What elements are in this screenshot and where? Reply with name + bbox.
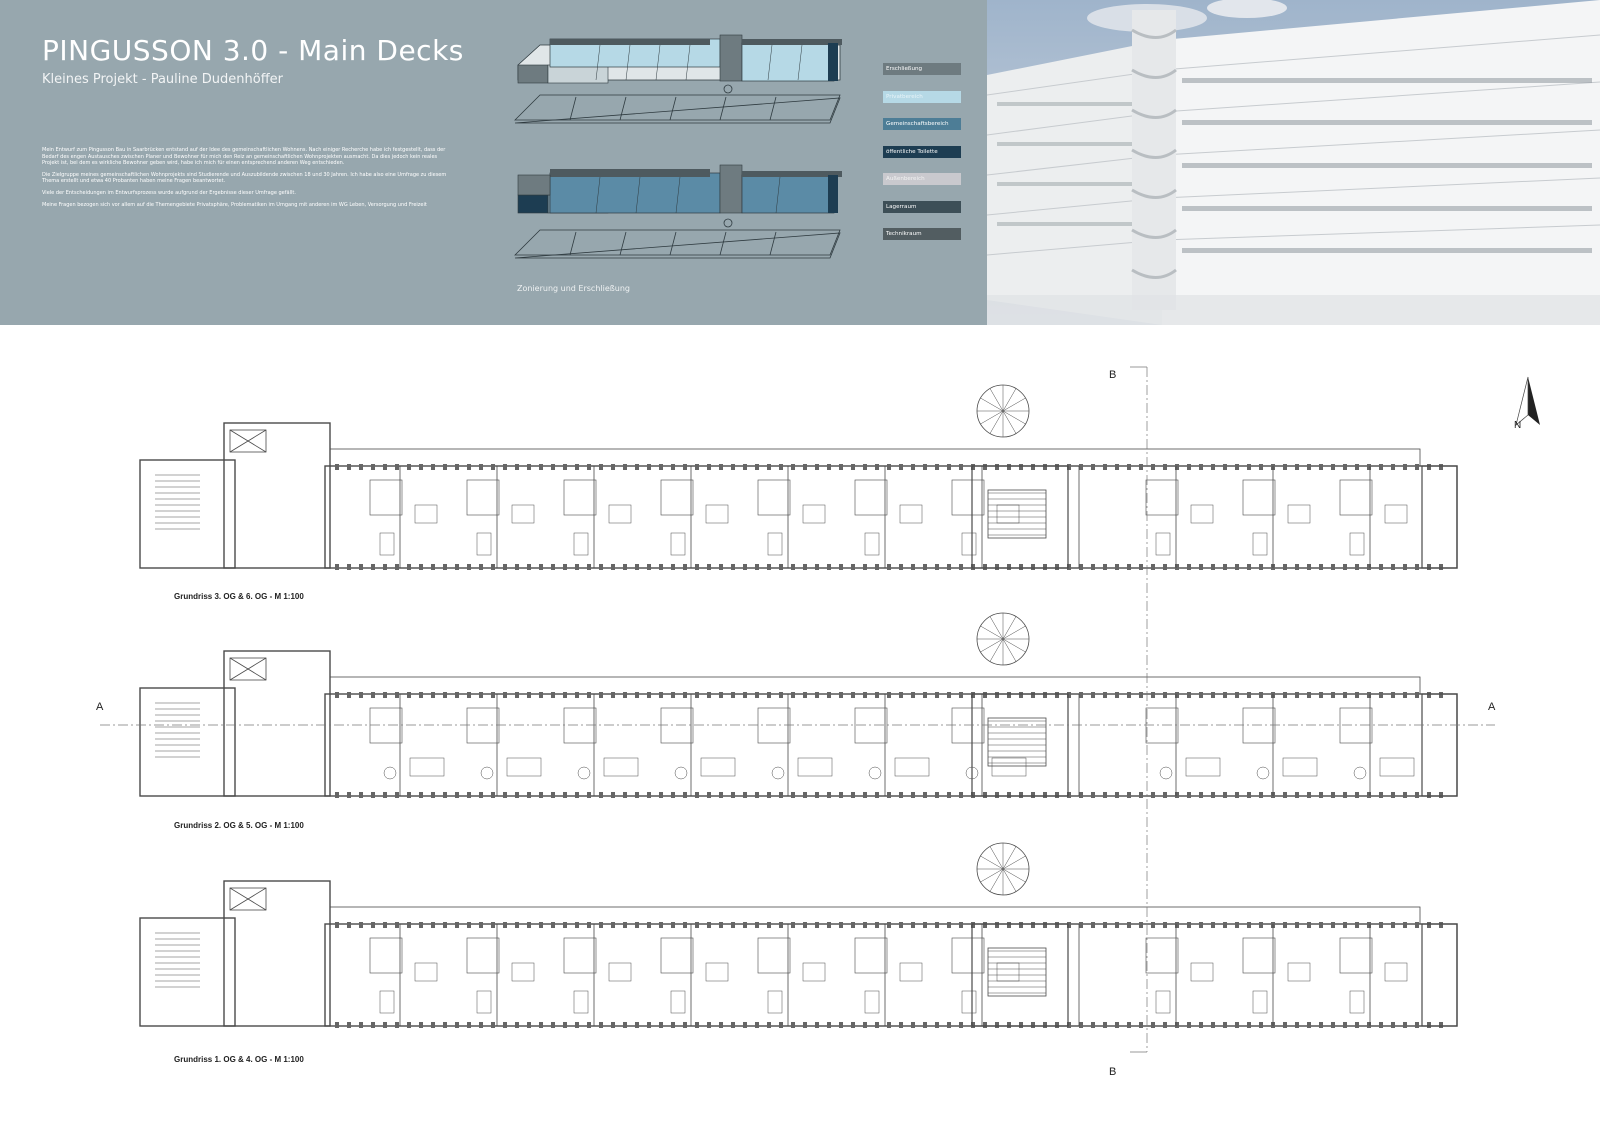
plan-caption: Grundriss 2. OG & 5. OG - M 1:100 [174, 821, 304, 830]
iso-block-lower [518, 165, 842, 213]
section-mark-a-right: A [1488, 701, 1496, 713]
section-mark-b-top: B [1109, 369, 1117, 381]
iso-floorplate-upper [515, 85, 840, 123]
description-paragraph: Die Zielgruppe meines gemeinschaftlichen Wohnprojekts sind Studierende und Auszubildende zwischen 18 und 30 Jahren. Ich habe also eine Umfrage zu diesem Thema erstellt und etwa 40 Probanten haben meine Fragen beantwortet. [42, 171, 447, 185]
floor-plan [140, 385, 1457, 570]
legend-item: Gemeinschaftsbereich [883, 118, 961, 130]
page-subtitle: Kleines Projekt - Pauline Dudenhöffer [42, 72, 283, 87]
plan-caption: Grundriss 3. OG & 6. OG - M 1:100 [174, 592, 304, 601]
building-render [987, 0, 1600, 325]
section-mark-b-bottom: B [1109, 1066, 1117, 1078]
floor-plans-drawing [0, 325, 1600, 1132]
project-description [42, 147, 452, 213]
zoning-caption: Zonierung und Erschließung [517, 284, 631, 293]
render-spiral-stair [1132, 10, 1176, 310]
description-paragraph: Meine Fragen bezogen sich vor allem auf die Themengebiete Privatsphäre, Problematiken im Umgang mit anderen im WG Leben, Versorgung und Freizeit [42, 201, 427, 208]
north-arrow [1516, 377, 1540, 425]
iso-floorplate-lower [515, 219, 840, 258]
plan-caption: Grundriss 1. OG & 4. OG - M 1:100 [174, 1055, 304, 1064]
section-mark-a-left: A [96, 701, 104, 713]
description-paragraph: Mein Entwurf zum Pingusson Bau in Saarbrücken entstand auf der Idee des gemeinschaftlichen Wohnens. Nach einiger Recherche habe ich festgestellt, dass der Bedarf des engen Austausches zwischen Planer und Bewohner für mich den Reiz an gemeinschaftlichen Wohnprojekten ausmacht. Da dies jedoch kein reales Projekt ist, bei dem es wirkliche Bewohner geben wird, habe ich mich für einen entsprechend anderen Weg entschieden. [42, 147, 446, 167]
iso-block-upper [518, 35, 842, 83]
header-panel [0, 0, 987, 325]
zoning-legend [883, 63, 961, 256]
legend-item: Lagerraum [883, 201, 961, 213]
legend-item: Privatbereich [883, 91, 961, 103]
legend-item: Außenbereich [883, 173, 961, 185]
legend-item: Technikraum [883, 228, 961, 240]
zoning-isometric-diagram [510, 25, 850, 295]
page-title: PINGUSSON 3.0 - Main Decks [42, 34, 464, 67]
legend-item: öffentliche Toilette [883, 146, 961, 158]
legend-item: Erschließung [883, 63, 961, 75]
north-label: N [1514, 420, 1522, 431]
floor-plan [140, 613, 1457, 798]
floor-plan [140, 843, 1457, 1028]
description-paragraph: Viele der Entscheidungen im Entwurfsprozess wurde aufgrund der Ergebnisse dieser Umfrage gefällt. [42, 189, 296, 196]
